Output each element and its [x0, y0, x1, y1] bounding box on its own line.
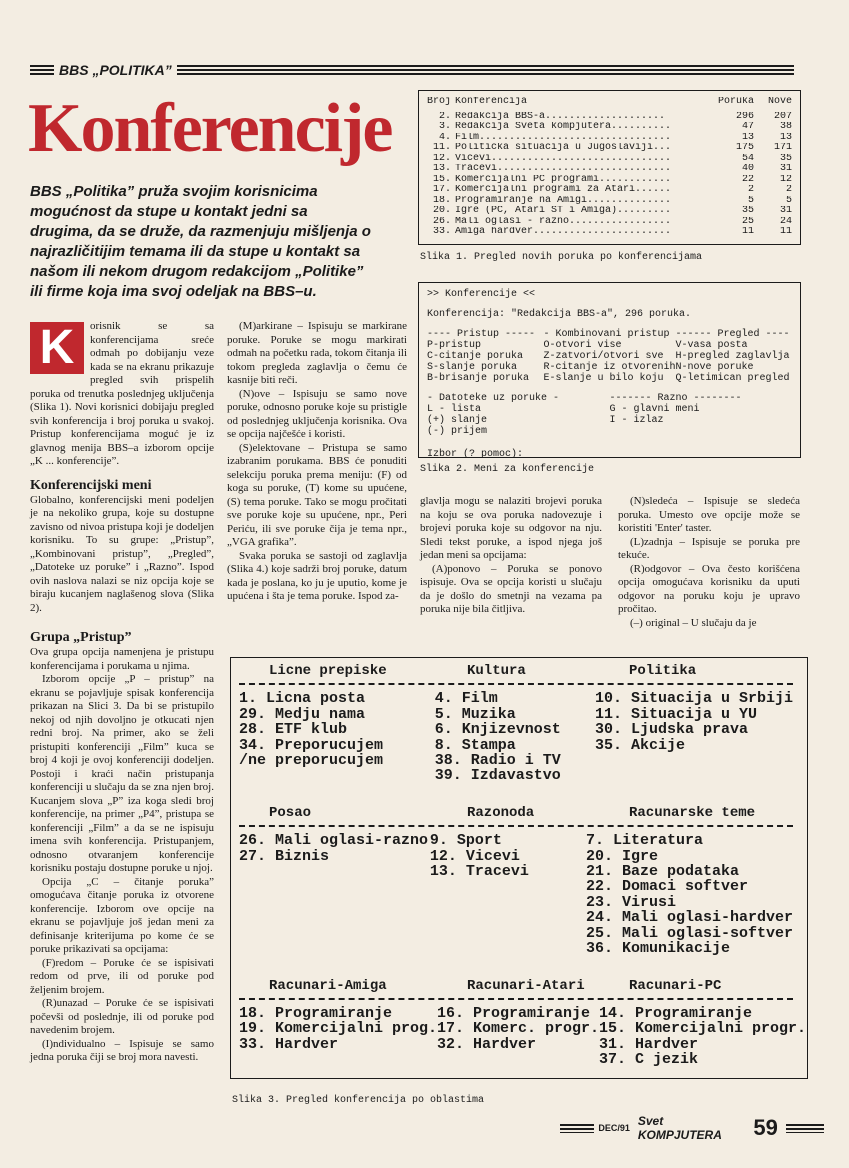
- text-column-4: [618, 495, 800, 630]
- figure-2-caption: Slika 2. Meni za konferencije: [420, 464, 595, 475]
- conference-item: 6. Knjizevnost: [434, 721, 561, 739]
- conference-item: 19. Komercijalni prog.: [239, 1020, 438, 1038]
- conference-item: 4. Film: [434, 690, 498, 708]
- intro-paragraph: [30, 320, 214, 469]
- figure-2-menu: [418, 282, 801, 458]
- row-new: 12: [779, 174, 792, 185]
- figure-1-table: [418, 90, 801, 245]
- menu-option: O-otvori vise: [543, 340, 622, 351]
- conference-item: 20. Igre: [585, 847, 658, 865]
- row-conference: Komercijalni PC programi............: [455, 174, 672, 185]
- row-messages: 54: [741, 153, 754, 164]
- header-stripes-left: [30, 65, 54, 76]
- menu-option: (-) prijem: [427, 426, 488, 437]
- category-header: Racunari-PC: [629, 977, 722, 994]
- page-footer: [560, 1114, 824, 1142]
- header-konferencija: Konferencija: [455, 97, 528, 107]
- row-new: 207: [773, 111, 792, 122]
- conference-item: 27. Biznis: [239, 847, 330, 865]
- conference-item: 23. Virusi: [585, 893, 676, 911]
- dashed-separator: [239, 825, 793, 827]
- row-conference: Komercijalni programi za Atari......: [455, 185, 672, 195]
- menu-option: P-pristup: [427, 340, 482, 351]
- table-row: [427, 164, 792, 175]
- paragraph: Opcija „C – čitanje poruka” omogućava čitanje poruka iz otvorene konferencije. Izborom ove opcije na ekranu se pojavljuje još jedan meni za definisanje kriterijuma po kome će se poruke prikazivati sa opcijama:: [30, 875, 214, 955]
- conference-item: 8. Stampa: [434, 736, 516, 754]
- row-number: 12.: [432, 153, 451, 164]
- paragraph: Izborom opcije „P – pristup” na ekranu se pojavljuje spisak konferencija prikazan na Slici 3. Da bi se pristupilo nekoj od njih dovoljno je otkucati njen redni broj. Na primer, ako se želi pristupiti konferenciji „Film” kuca se broj 4 koji je ovoj konferenciji dodeljen. Postoji i kraći način pristupanja konferenciji u slučaju da se zna njen broj. Kucanjem slova „P” iza koga sledi broj konferencije, na primer „P4”, pristupa se konferenciji „Film” a da se ne ispisuju imena svih konferencija. Pristupanjem, odnosno otvaranjem konferencije korisniku postaju dostupne poruke u njoj.: [30, 673, 214, 874]
- row-new: 13: [779, 132, 792, 143]
- paragraph: (F)redom – Poruke će se ispisivati redom od prve, ili od poruke pod željenim brojem.: [30, 956, 214, 996]
- category-column: [435, 691, 595, 783]
- paragraph-text: orisnik se sa konferencijama sreće odmah po dobijanju veze kada se na ekranu prikazuje pregled svih prispelih poruka od trenutka poslednjeg uključenja (Slika 1). Novi korisnici dobijaju pregled svih konferencija i broj poruka u svakoj. Pristup konferencijama moguć je iz glavnog menija BBS–a izborom opcije „K ... konferencije”.: [30, 320, 214, 467]
- menu-option: (+) slanje: [427, 415, 488, 426]
- conference-item: 21. Baze podataka: [585, 863, 739, 881]
- row-messages: 35: [741, 206, 754, 216]
- figure-3-conference-list: [230, 657, 808, 1079]
- section-gap: [239, 784, 793, 806]
- menu-group: [610, 393, 793, 437]
- row-number: 3.: [438, 122, 451, 132]
- magazine-logo: Svet KOMPJUTERA: [637, 1114, 722, 1142]
- menu-groups-2: [427, 393, 792, 437]
- conference-item: 34. Preporucujem: [239, 736, 384, 754]
- row-conference: Mali oglasi - razno.................: [455, 216, 672, 227]
- menu-title: >> Konferencije <<: [427, 289, 536, 300]
- menu-group: [676, 329, 792, 384]
- table-row: [427, 175, 792, 186]
- paragraph: (–) original – U slučaju da je: [630, 616, 757, 629]
- paragraph: (R)odgovor – Ova često korišćena opcija omogućava korisniku da uputi odgovor na poruku koju je upravo pročitao.: [618, 562, 800, 615]
- row-conference: Redakcija BBS-a....................: [455, 111, 666, 122]
- table-body: [427, 112, 792, 238]
- paragraph: Ova grupa opcija namenjena je pristupu konferencijama i porukama u njima.: [30, 646, 214, 672]
- conference-item: 35. Akcije: [594, 736, 685, 754]
- footer-stripes: [560, 1124, 594, 1133]
- row-new: 5: [785, 195, 792, 206]
- menu-prompt: Izbor (? pomoc):: [427, 449, 524, 460]
- text-column-2: [227, 320, 407, 604]
- row-conference: Redakcija Sveta kompjutera..........: [455, 122, 672, 132]
- category-column: [430, 833, 586, 956]
- row-number: 18.: [432, 195, 451, 206]
- row-messages: 296: [735, 111, 754, 122]
- figure-3-caption: Slika 3. Pregled konferencija po oblastima: [232, 1095, 485, 1106]
- row-conference: Politicka situacija u Jugoslaviji...: [455, 143, 672, 153]
- row-messages: 40: [741, 164, 754, 174]
- dashed-separator: [239, 998, 793, 1000]
- conference-item: /ne preporucujem: [239, 752, 384, 770]
- menu-option: H-pregled zaglavlja: [675, 351, 790, 362]
- row-conference: Amiga hardver.......................: [455, 227, 672, 237]
- category-column: [239, 1006, 437, 1068]
- header-poruka: Poruka: [717, 97, 754, 107]
- table-row: [427, 227, 792, 238]
- conference-item: 15. Komercijalni progr.: [599, 1020, 807, 1038]
- conference-item: 26. Mali oglasi-razno: [239, 832, 429, 850]
- conference-item: 1. Licna posta: [239, 690, 366, 708]
- row-messages: 5: [747, 195, 754, 206]
- table-row: [427, 143, 792, 154]
- paragraph: (N)sledeća – Ispisuje se sledeća poruka. Umesto ove opcije može se koristiti 'Enter' taster.: [618, 495, 800, 534]
- category-column: [586, 833, 793, 956]
- row-number: 26.: [432, 216, 451, 227]
- figure-1-caption: Slika 1. Pregled novih poruka po konferencijama: [420, 252, 703, 263]
- category-header: Politika: [629, 663, 697, 679]
- row-number: 33.: [432, 227, 451, 237]
- paragraph: (N)ove – Ispisuju se samo nove poruke, odnosno poruke koje su pristigle od poslednjeg uključenja korisnika. Ova se opcija najčešće i koristi.: [227, 387, 407, 440]
- row-messages: 13: [741, 132, 754, 143]
- section-body: [239, 691, 793, 783]
- row-messages: 25: [741, 216, 754, 227]
- conference-item: 25. Mali oglasi-softver: [585, 924, 793, 942]
- issue-label: DEC/91: [598, 1123, 630, 1133]
- conference-item: 5. Muzika: [434, 705, 516, 723]
- row-number: 11.: [432, 143, 451, 153]
- menu-option: Z-zatvori/otvori sve: [543, 351, 664, 362]
- paragraph: (A)ponovo – Poruka se ponovo ispisuje. Ova se opcija koristi u slučaju da je došlo do smetnji na vezama pa poruka nije bila čitljiva.: [420, 562, 602, 615]
- conference-item: 31. Hardver: [599, 1035, 699, 1053]
- category-column: [599, 1006, 806, 1068]
- paragraph: Svaka poruka se sastoji od zaglavlja (Slika 4.) koje sadrži broj poruke, datum kada je poslana, ko ju je uputio, kome je upućena i šta je tema poruke. Ispod za-: [227, 549, 407, 602]
- row-messages: 47: [741, 122, 754, 132]
- menu-option: G - glavni meni: [609, 404, 700, 415]
- conference-item: 11. Situacija u YU: [594, 705, 757, 723]
- table-row: [427, 133, 792, 144]
- table-row: [427, 217, 792, 228]
- section-header-row: [239, 806, 793, 821]
- menu-groups: [427, 329, 792, 384]
- menu-group-title: ---- Pristup -----: [427, 329, 536, 340]
- conference-item: 36. Komunikacije: [585, 940, 730, 958]
- table-row: [427, 206, 792, 217]
- subheading-menu: Konferencijski meni: [30, 477, 152, 493]
- conference-item: 37. C jezik: [599, 1051, 699, 1069]
- conference-item: 29. Medju nama: [239, 705, 366, 723]
- text-column-3: [420, 495, 602, 617]
- paragraph: Globalno, konferencijski meni podeljen je na nekoliko grupa, koje su dostupne zavisno od nivoa pristupa koji je dodeljen korisniku. To su grupe: „Pristup”, „Kombinovani pristup”, „Pregled”, „Datoteke uz poruke” i „Razno”. Ispod ovih naslova nalazi se niz opcija koje se biraju kucanjem naglašenog slova (Slika 2).: [30, 493, 214, 614]
- menu-group-title: ------- Razno --------: [609, 393, 742, 404]
- subheading-pristup: Grupa „Pristup”: [30, 630, 132, 645]
- menu-option: R-citanje iz otvorenih: [543, 362, 676, 373]
- paragraph: (S)elektovane – Pristupa se samo izabranim porukama. BBS će ponuditi selekciju poruka prema meniju: (F) od koga su poruke, (T) kome su upućene, (S) tema poruke. Tako se mogu pročitati sve poruke koje su upućene, npr., Peri Periću, ili sve poruke čija je tema npr., „VGA grafika”.: [227, 441, 407, 548]
- conference-item: 32. Hardver: [437, 1035, 537, 1053]
- section-header-row: [239, 664, 793, 679]
- paragraph: glavlja mogu se nalaziti brojevi poruka na koju se ova poruka nadovezuje i brojevi poruka koje su odgovor na nju. Sledi tekst poruke, a ispod njega još jedan meni sa opcijama:: [420, 495, 602, 561]
- page-number: 59: [753, 1115, 778, 1140]
- menu-group-title: ------ Pregled ----: [675, 329, 790, 340]
- menu-conference-line: Konferencija: "Redakcija BBS-a", 296 poruka.: [427, 309, 692, 320]
- category-header: Racunari-Atari: [467, 977, 585, 994]
- row-messages: 175: [735, 143, 754, 153]
- conference-item: 13. Tracevi: [429, 863, 529, 881]
- header-stripes-right: [177, 65, 794, 76]
- section-gap: [239, 957, 793, 979]
- conference-item: 28. ETF klub: [239, 721, 348, 739]
- row-number: 4.: [438, 132, 451, 143]
- table-row: [427, 122, 792, 133]
- section-header: [30, 62, 794, 78]
- header-nove: Nove: [767, 97, 792, 107]
- conference-item: 24. Mali oglasi-hardver: [585, 909, 793, 927]
- menu-group-title: - Kombinovani pristup: [543, 329, 670, 340]
- row-messages: 2: [747, 185, 754, 195]
- category-header: Razonoda: [467, 804, 535, 821]
- row-messages: 11: [741, 227, 754, 237]
- conference-item: 16. Programiranje: [437, 1004, 591, 1022]
- row-number: 15.: [432, 174, 451, 185]
- row-new: 24: [779, 216, 792, 227]
- menu-option: E-slanje u bilo koju: [543, 373, 664, 384]
- dashed-separator: [239, 683, 793, 685]
- conference-item: 17. Komerc. progr.: [437, 1020, 600, 1038]
- row-number: 17.: [432, 185, 451, 195]
- category-header: Racunari-Amiga: [269, 977, 387, 994]
- section-label: BBS „POLITIKA”: [59, 62, 172, 78]
- row-conference: Film................................: [455, 132, 672, 143]
- table-row: [427, 112, 792, 123]
- menu-option: C-citanje poruka: [427, 351, 524, 362]
- row-conference: Programiranje na Amigi..............: [455, 195, 672, 206]
- row-new: 38: [779, 122, 792, 132]
- row-number: 2.: [438, 111, 451, 122]
- row-conference: Vicevi..............................: [455, 153, 672, 164]
- paragraph: (I)ndividualno – Ispisuje se samo jedna poruka čiji se broj mora navesti.: [30, 1037, 214, 1063]
- conference-item: 10. Situacija u Srbiji: [594, 690, 793, 708]
- menu-group: [427, 329, 543, 384]
- conference-item: 14. Programiranje: [599, 1004, 753, 1022]
- table-row: [427, 154, 792, 165]
- category-column: [437, 1006, 599, 1068]
- section-body: [239, 833, 793, 956]
- conference-item: 30. Ljudska prava: [594, 721, 748, 739]
- category-column: [595, 691, 793, 783]
- conference-item: 38. Radio i TV: [434, 752, 561, 770]
- table-row: [427, 185, 792, 196]
- paragraph: (M)arkirane – Ispisuju se markirane poruke. Poruke se mogu markirati odmah na početku rada, tokom čitanja ili tokom pregleda zaglavlja o čemu će kasnije biti reči.: [227, 320, 407, 386]
- row-new: 11: [779, 227, 792, 237]
- paragraph: (L)zadnja – Ispisuje se poruka pre tekuće.: [618, 535, 800, 561]
- menu-option: B-brisanje poruka: [427, 373, 530, 384]
- row-number: 20.: [432, 206, 451, 216]
- conference-item: 18. Programiranje: [239, 1004, 393, 1022]
- conference-item: 22. Domaci softver: [585, 878, 748, 896]
- menu-option: V-vasa posta: [675, 340, 748, 351]
- menu-group: [427, 393, 610, 437]
- table-row: [427, 196, 792, 207]
- conference-item: 9. Sport: [429, 832, 502, 850]
- row-new: 31: [779, 206, 792, 216]
- category-header: Racunarske teme: [629, 804, 756, 821]
- menu-group-title: - Datoteke uz poruke -: [427, 393, 560, 404]
- drop-cap: K: [30, 322, 84, 374]
- menu-option: L - lista: [427, 404, 482, 415]
- conference-item: 33. Hardver: [239, 1035, 339, 1053]
- footer-stripes: [786, 1124, 824, 1133]
- category-header: Kultura: [467, 663, 526, 679]
- header-broj: Broj: [427, 97, 452, 107]
- menu-option: S-slanje poruka: [427, 362, 518, 373]
- section-body: [239, 1004, 807, 1069]
- row-new: 2: [785, 185, 792, 195]
- conference-item: 7. Literatura: [585, 832, 703, 850]
- category-header: Posao: [269, 804, 312, 821]
- text-column-1: [30, 320, 214, 1065]
- row-new: 35: [779, 153, 792, 164]
- category-column: [239, 833, 430, 956]
- paragraph: (R)unazad – Poruke će se ispisivati počevši od poslednje, ili od poruke pod navedenim brojem.: [30, 997, 214, 1036]
- menu-option: Q-letimican pregled: [675, 373, 790, 384]
- row-number: 13.: [432, 164, 451, 174]
- conference-item: 39. Izdavastvo: [434, 767, 561, 785]
- conference-item: 12. Vicevi: [429, 847, 520, 865]
- row-conference: Igre (PC, Atari ST i Amiga).........: [455, 206, 672, 216]
- menu-group: [543, 329, 675, 384]
- menu-option: N-nove poruke: [675, 362, 754, 373]
- row-conference: Tracevi.............................: [455, 164, 672, 174]
- section-header-row: [239, 979, 793, 994]
- article-title: Konferencije: [28, 90, 392, 167]
- article-lead: BBS „Politika” pruža svojim korisnicima mogućnost da stupe u kontakt jedni sa drugima, da se druže, da razmenjuju mišljenja o najrazličitijim temama ili da stupe u kontakt sa našom ili nekom drugom redakcijom „Politike” ili firme koja ima svoj odeljak na BBS–u.: [30, 183, 371, 300]
- category-column: [239, 691, 435, 783]
- row-new: 171: [773, 143, 792, 153]
- category-header: Licne prepiske: [269, 663, 387, 679]
- row-new: 31: [779, 164, 792, 174]
- table-header: [427, 97, 792, 108]
- row-messages: 22: [741, 174, 754, 185]
- menu-option: I - izlaz: [609, 415, 664, 426]
